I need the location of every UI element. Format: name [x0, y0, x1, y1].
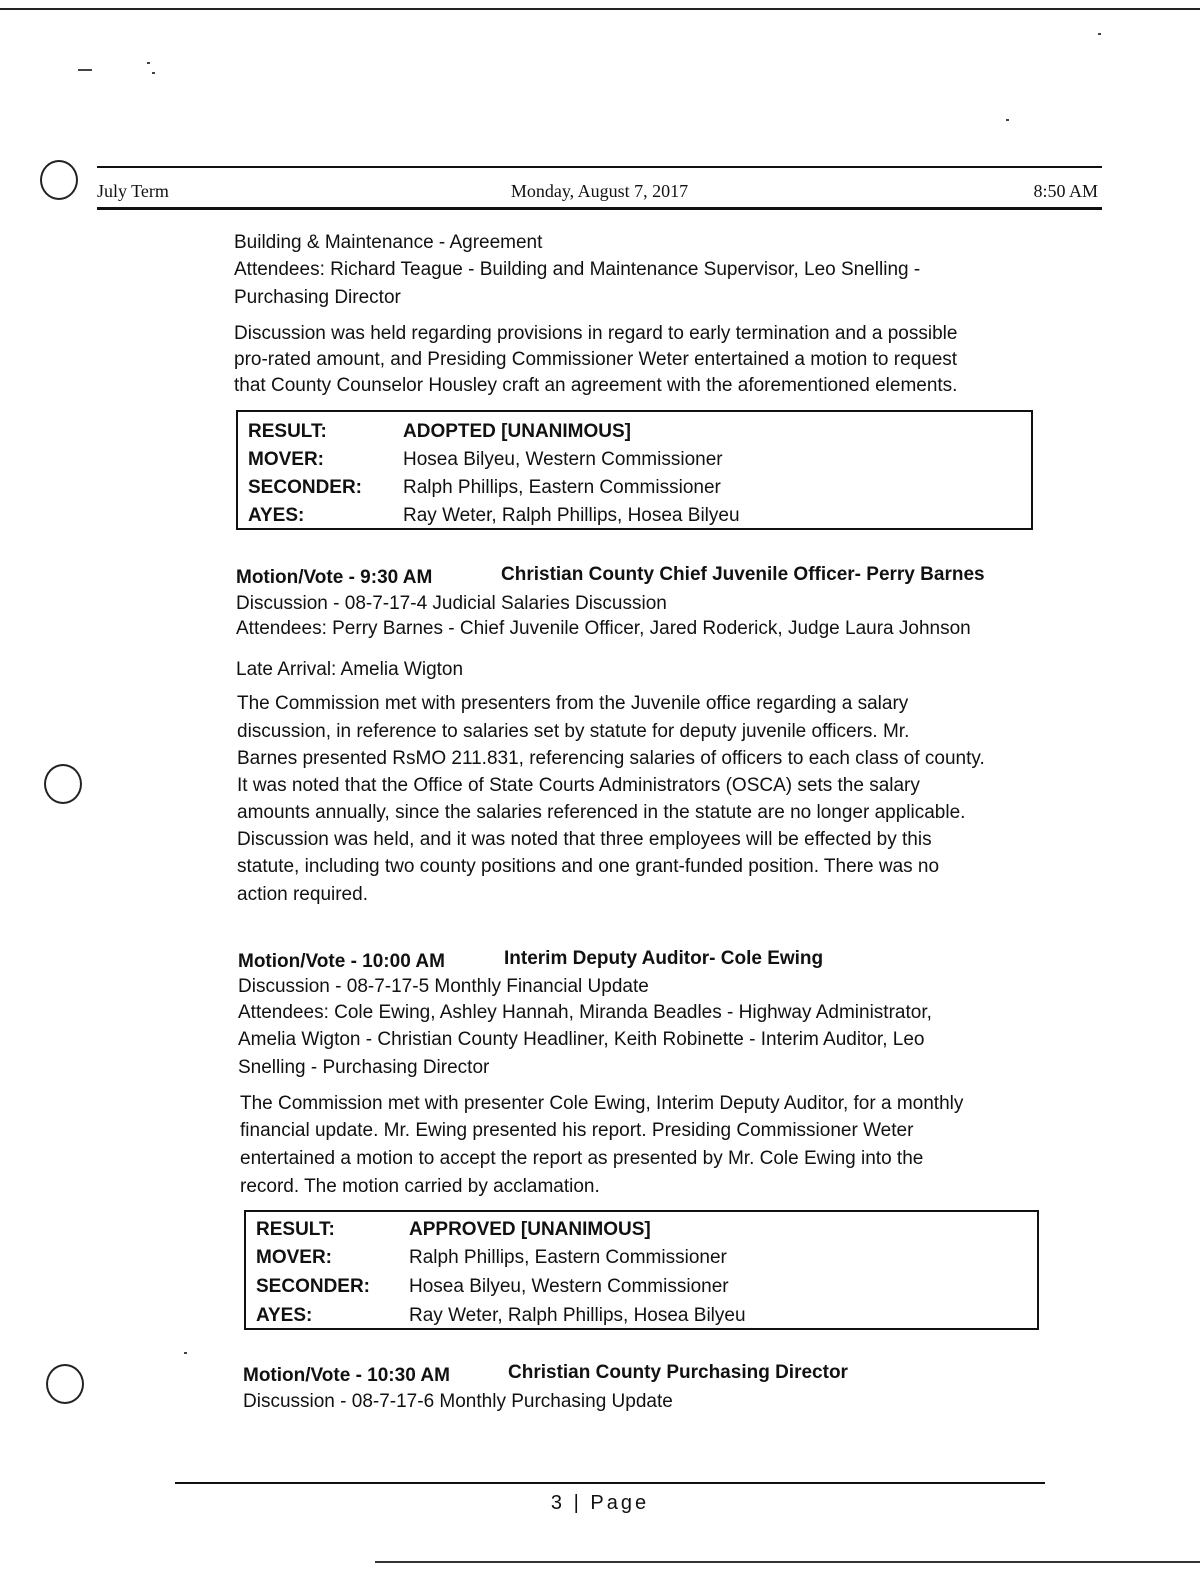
header-rule-bottom	[97, 207, 1102, 210]
section2-para-line: Barnes presented RsMO 211.831, referencing salaries of officers to each class of county.	[237, 748, 985, 769]
page-header	[97, 166, 1102, 210]
section4-motion-title: Christian County Purchasing Director	[508, 1362, 848, 1383]
mover-value: Hosea Bilyeu, Western Commissioner	[403, 449, 723, 470]
section2-para-line: It was noted that the Office of State Courts Administrators (OSCA) sets the salary	[237, 775, 920, 796]
result-value: APPROVED [UNANIMOUS]	[409, 1219, 651, 1240]
result-box-2	[244, 1210, 1039, 1330]
section3-attendees-line: Amelia Wigton - Christian County Headliner, Keith Robinette - Interim Auditor, Leo	[238, 1029, 925, 1050]
section2-motion-time: Motion/Vote - 9:30 AM	[236, 567, 433, 588]
punch-hole-middle	[44, 764, 82, 804]
section2-late-arrival: Late Arrival: Amelia Wigton	[236, 659, 464, 680]
seconder-label: SECONDER:	[248, 477, 363, 498]
section2-para-line: The Commission met with presenters from the Juvenile office regarding a salary	[237, 693, 909, 714]
ayes-value: Ray Weter, Ralph Phillips, Hosea Bilyeu	[409, 1305, 746, 1326]
seconder-value: Ralph Phillips, Eastern Commissioner	[403, 477, 721, 498]
section3-discussion: Discussion - 08-7-17-5 Monthly Financial Update	[238, 976, 649, 997]
section1-para-line: pro-rated amount, and Presiding Commissioner Weter entertained a motion to request	[234, 349, 958, 370]
scan-bottom-edge	[375, 1561, 1200, 1563]
section3-para-line: financial update. Mr. Ewing presented his report. Presiding Commissioner Weter	[240, 1120, 914, 1141]
section4-discussion: Discussion - 08-7-17-6 Monthly Purchasing Update	[243, 1391, 673, 1412]
section3-para-line: record. The motion carried by acclamation.	[240, 1176, 600, 1197]
header-rule-top	[97, 166, 1102, 168]
result-box-1	[236, 410, 1033, 530]
section2-motion-title: Christian County Chief Juvenile Officer- Perry Barnes	[501, 564, 985, 585]
section2-para-line: discussion, in reference to salaries set by statute for deputy juvenile officers. Mr.	[237, 721, 910, 742]
scan-speck	[1006, 119, 1009, 121]
seconder-label: SECONDER:	[256, 1276, 371, 1297]
mover-label: MOVER:	[248, 449, 324, 470]
section3-para-line: entertained a motion to accept the report as presented by Mr. Cole Ewing into the	[240, 1148, 924, 1169]
section2-para-line: action required.	[237, 884, 368, 905]
section1-para-line: that County Counselor Housley craft an agreement with the aforementioned elements.	[234, 375, 958, 396]
header-time: 8:50 AM	[1033, 181, 1098, 201]
punch-hole-top	[40, 160, 78, 200]
section2-discussion: Discussion - 08-7-17-4 Judicial Salaries Discussion	[236, 593, 667, 614]
section1-attendees: Attendees: Richard Teague - Building and Maintenance Supervisor, Leo Snelling -	[234, 259, 921, 280]
scan-speck	[152, 72, 155, 74]
mover-label: MOVER:	[256, 1247, 332, 1268]
section3-para-line: The Commission met with presenter Cole Ewing, Interim Deputy Auditor, for a monthly	[240, 1093, 964, 1114]
scan-top-edge	[0, 8, 1200, 10]
scan-speck	[1098, 33, 1101, 35]
punch-hole-bottom	[46, 1364, 84, 1404]
header-date: Monday, August 7, 2017	[510, 181, 689, 201]
ayes-value: Ray Weter, Ralph Phillips, Hosea Bilyeu	[403, 505, 740, 526]
result-label: RESULT:	[248, 421, 327, 442]
scan-speck	[147, 62, 150, 64]
ayes-label: AYES:	[248, 505, 305, 526]
ayes-label: AYES:	[256, 1305, 313, 1326]
section1-title: Building & Maintenance - Agreement	[234, 232, 543, 253]
result-value: ADOPTED [UNANIMOUS]	[403, 421, 631, 442]
scan-speck	[78, 69, 92, 71]
section2-attendees: Attendees: Perry Barnes - Chief Juvenile Officer, Jared Roderick, Judge Laura Johnson	[236, 618, 971, 639]
result-label: RESULT:	[256, 1219, 335, 1240]
footer-rule	[175, 1482, 1045, 1484]
section2-para-line: Discussion was held, and it was noted that three employees will be effected by this	[237, 829, 932, 850]
header-term: July Term	[97, 181, 169, 201]
section1-attendees-cont: Purchasing Director	[234, 287, 401, 308]
section3-motion-title: Interim Deputy Auditor- Cole Ewing	[504, 948, 824, 969]
section3-motion-time: Motion/Vote - 10:00 AM	[238, 951, 445, 972]
section3-attendees-line: Snelling - Purchasing Director	[238, 1057, 490, 1078]
section1-para-line: Discussion was held regarding provisions in regard to early termination and a possible	[234, 323, 958, 344]
section4-motion-time: Motion/Vote - 10:30 AM	[243, 1365, 450, 1386]
section2-para-line: amounts annually, since the salaries referenced in the statute are no longer applicable.	[237, 802, 966, 823]
seconder-value: Hosea Bilyeu, Western Commissioner	[409, 1276, 729, 1297]
scan-speck	[184, 1352, 187, 1354]
mover-value: Ralph Phillips, Eastern Commissioner	[409, 1247, 727, 1268]
section3-attendees-line: Attendees: Cole Ewing, Ashley Hannah, Miranda Beadles - Highway Administrator,	[238, 1002, 932, 1023]
page-number: 3 | Page	[550, 1492, 650, 1514]
section2-para-line: statute, including two county positions and one grant-funded position. There was no	[237, 856, 940, 877]
